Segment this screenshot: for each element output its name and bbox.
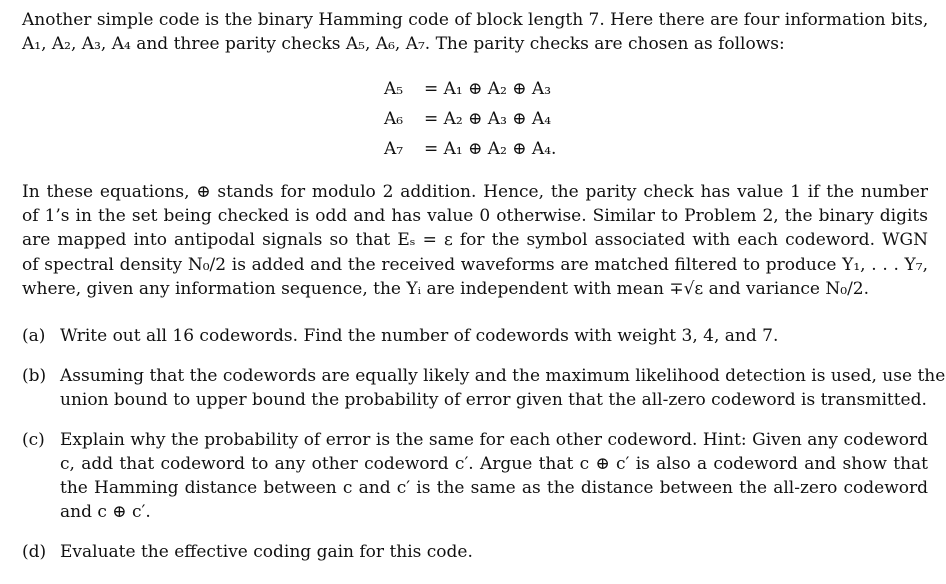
part-c — [22, 428, 928, 524]
equation-a5 — [384, 77, 551, 101]
part-text-line: Write out all 16 codewords. Find the number of codewords with weight 3, 4, and 7. — [60, 326, 779, 346]
part-label: (d) — [22, 542, 47, 562]
part-text-line: and c ⊕ c′. — [60, 502, 151, 522]
part-a — [22, 324, 928, 348]
part-label: (c) — [22, 430, 45, 450]
part-text-line: Assuming that the codewords are equally likely and the maximum likelihood detection is used, use the — [60, 366, 946, 386]
part-label: (a) — [22, 326, 46, 346]
part-text-line: Evaluate the effective coding gain for this code. — [60, 542, 473, 562]
equation-a7 — [384, 137, 556, 161]
part-label: (b) — [22, 366, 47, 386]
part-text-line: union bound to upper bound the probability of error given that the all-zero codeword is transmitted. — [60, 390, 927, 410]
equation-rhs: = A₁ ⊕ A₂ ⊕ A₄. — [424, 139, 557, 159]
equation-lhs: A₇ — [384, 139, 404, 159]
part-text-line: the Hamming distance between c and c′ is the same as the distance between the all-zero codeword — [60, 478, 928, 498]
part-b — [22, 364, 946, 412]
body-line-1: In these equations, ⊕ stands for modulo 2 addition. Hence, the parity check has value 1 if the number — [22, 182, 928, 202]
part-d — [22, 540, 928, 564]
intro-line-2: A₁, A₂, A₃, A₄ and three parity checks A₅, A₆, A₇. The parity checks are chosen as follows: — [22, 34, 785, 54]
part-text — [60, 540, 928, 564]
body-line-3: are mapped into antipodal signals so that Eₛ = ε for the symbol associated with each codeword. WGN — [22, 230, 928, 250]
part-text-line: c, add that codeword to any other codeword c′. Argue that c ⊕ c′ is also a codeword and show that — [60, 454, 928, 474]
body-line-4: of spectral density N₀/2 is added and the received waveforms are matched filtered to produce Y₁, . . . Y₇, — [22, 255, 928, 275]
equation-rhs: = A₂ ⊕ A₃ ⊕ A₄ — [424, 109, 552, 129]
body-line-5: where, given any information sequence, the Yᵢ are independent with mean ∓√ε and variance N₀/2. — [22, 279, 870, 299]
part-text — [60, 324, 928, 348]
body-line-2: of 1’s in the set being checked is odd and has value 0 otherwise. Similar to Problem 2, the binary digits — [22, 206, 928, 226]
part-text — [60, 428, 928, 524]
equation-lhs: A₅ — [384, 79, 404, 99]
part-text — [60, 364, 946, 412]
equation-a6 — [384, 107, 551, 131]
intro-line-1: Another simple code is the binary Hamming code of block length 7. Here there are four information bits, — [22, 10, 929, 30]
part-text-line: Explain why the probability of error is the same for each other codeword. Hint: Given any codeword — [60, 430, 928, 450]
equation-lhs: A₆ — [384, 109, 404, 129]
equation-rhs: = A₁ ⊕ A₂ ⊕ A₃ — [424, 79, 552, 99]
